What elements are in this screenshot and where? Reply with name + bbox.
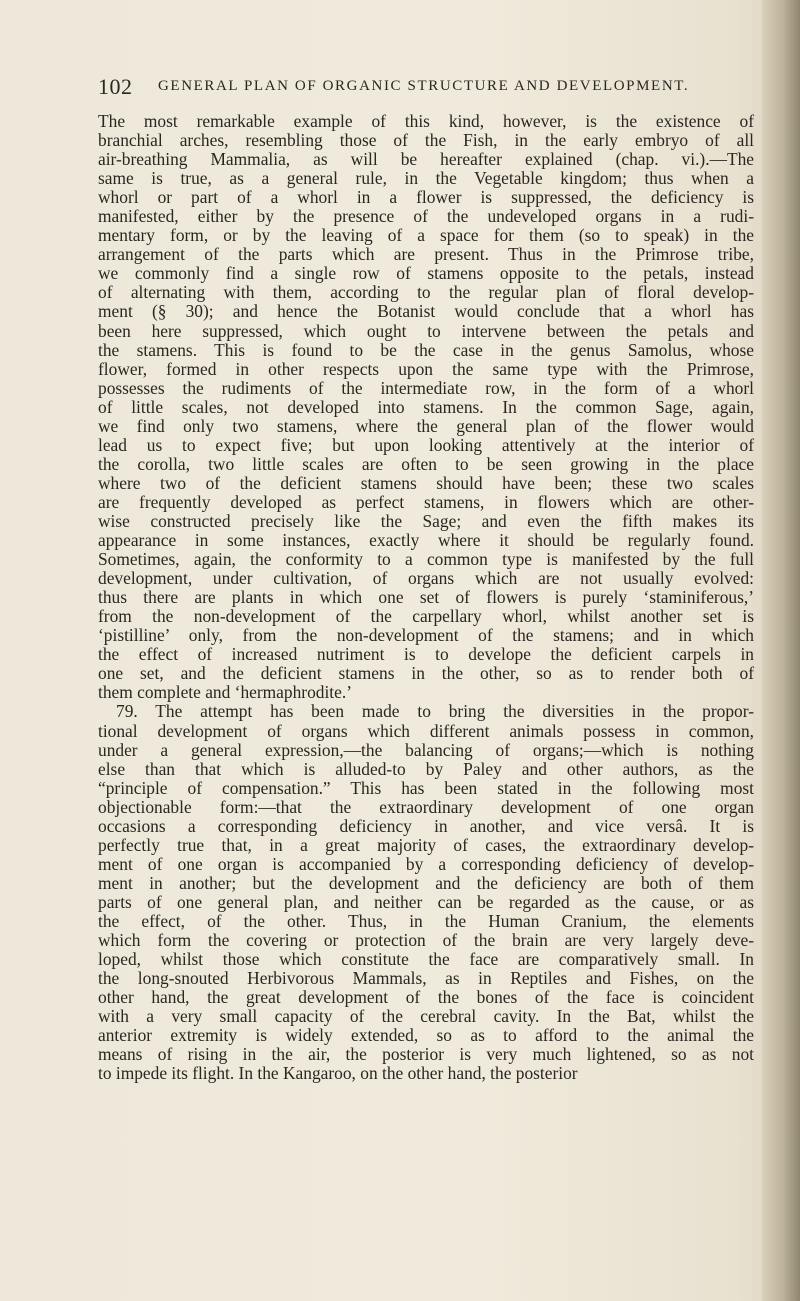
text-line: the effect of increased nutriment is to develope the deficient carpels in [98, 644, 754, 665]
text-line: same is true, as a general rule, in the Vegetable kingdom; thus when a [98, 168, 754, 189]
text-line: mentary form, or by the leaving of a space for them (so to speak) in the [98, 225, 754, 246]
text-line: thus there are plants in which one set of flowers is purely ‘staminiferous,’ [98, 587, 754, 608]
text-line: the long-snouted Herbivorous Mammals, as in Reptiles and Fishes, on the [98, 968, 754, 989]
page-header [98, 74, 758, 100]
text-line: of alternating with them, according to the regular plan of floral develop- [98, 282, 754, 303]
text-line: objectionable form:—that the extraordinary development of one organ [98, 796, 754, 817]
text-line: the stamens. This is found to be the case in the genus Samolus, whose [98, 339, 754, 360]
text-line: 79. The attempt has been made to bring the diversities in the propor- [116, 701, 754, 722]
text-line: means of rising in the air, the posterior is very much lightened, so as not [98, 1044, 754, 1065]
text-line: ‘pistilline’ only, from the non-development of the stamens; and in which [98, 625, 754, 646]
text-line: anterior extremity is widely extended, so as to afford to the animal the [98, 1025, 754, 1046]
text-line: with a very small capacity of the cerebral cavity. In the Bat, whilst the [98, 1006, 754, 1027]
text-line: tional development of organs which different animals possess in common, [98, 720, 754, 741]
text-line: Sometimes, again, the conformity to a common type is manifested by the full [98, 549, 754, 570]
text-line: possesses the rudiments of the intermediate row, in the form of a whorl [98, 377, 754, 398]
text-line: development, under cultivation, of organs which are not usually evolved: [98, 568, 754, 589]
text-line: ment of one organ is accompanied by a corresponding deficiency of develop- [98, 853, 754, 874]
text-line: from the non-development of the carpellary whorl, whilst another set is [98, 606, 754, 627]
text-line: them complete and ‘hermaphrodite.’ [98, 682, 352, 703]
text-line: The most remarkable example of this kind, however, is the existence of [98, 111, 754, 131]
body-text [98, 112, 754, 1083]
text-line: loped, whilst those which constitute the face are comparatively small. In [98, 949, 754, 970]
text-line: manifested, either by the presence of the undeveloped organs in a rudi- [98, 206, 754, 227]
text-line: which form the covering or protection of the brain are very largely deve- [98, 930, 754, 951]
text-line: appearance in some instances, exactly where it should be regularly found. [98, 530, 754, 551]
text-line: whorl or part of a whorl in a flower is suppressed, the deficiency is [98, 187, 754, 208]
text-line: “principle of compensation.” This has been stated in the following most [98, 777, 754, 798]
text-line: under a general expression,—the balancing of organs;—which is nothing [98, 739, 754, 760]
text-line: of little scales, not developed into stamens. In the common Sage, again, [98, 396, 754, 417]
text-line: wise constructed precisely like the Sage; and even the fifth makes its [98, 510, 754, 531]
text-line: else than that which is alluded-to by Paley and other authors, as the [98, 758, 754, 779]
text-line: the corolla, two little scales are often to be seen growing in the place [98, 453, 754, 474]
text-line: we find only two stamens, where the general plan of the flower would [98, 415, 754, 436]
text-line: we commonly find a single row of stamens opposite to the petals, instead [98, 263, 754, 284]
text-line: flower, formed in other respects upon the same type with the Primrose, [98, 358, 754, 379]
text-line: arrangement of the parts which are present. Thus in the Primrose tribe, [98, 244, 754, 265]
text-line: ment (§ 30); and hence the Botanist would conclude that a whorl has [98, 301, 754, 322]
text-line: to impede its flight. In the Kangaroo, on the other hand, the posterior [98, 1063, 578, 1084]
text-line: the effect, of the other. Thus, in the Human Cranium, the elements [98, 910, 754, 931]
text-line: perfectly true that, in a great majority of cases, the extraordinary develop- [98, 834, 754, 855]
text-line: occasions a corresponding deficiency in another, and vice versâ. It is [98, 815, 754, 836]
text-line: been here suppressed, which ought to intervene between the petals and [98, 320, 754, 341]
text-line: are frequently developed as perfect stamens, in flowers which are other- [98, 491, 754, 512]
text-line: where two of the deficient stamens should have been; these two scales [98, 472, 754, 493]
text-line: lead us to expect five; but upon looking attentively at the interior of [98, 434, 754, 455]
page-spine-shadow [762, 0, 800, 1301]
page-number: 102 [98, 74, 133, 99]
text-line: other hand, the great development of the bones of the face is coincident [98, 987, 754, 1008]
text-line: one set, and the deficient stamens in the other, so as to render both of [98, 663, 754, 684]
text-line: parts of one general plan, and neither can be regarded as the cause, or as [98, 891, 754, 912]
text-line: ment in another; but the development and the deficiency are both of them [98, 872, 754, 893]
text-line: air-breathing Mammalia, as will be hereafter explained (chap. vi.).—The [98, 149, 754, 170]
running-head: GENERAL PLAN OF ORGANIC STRUCTURE AND DEVELOPMENT. [158, 78, 690, 94]
text-line: branchial arches, resembling those of the Fish, in the early embryo of all [98, 130, 754, 151]
